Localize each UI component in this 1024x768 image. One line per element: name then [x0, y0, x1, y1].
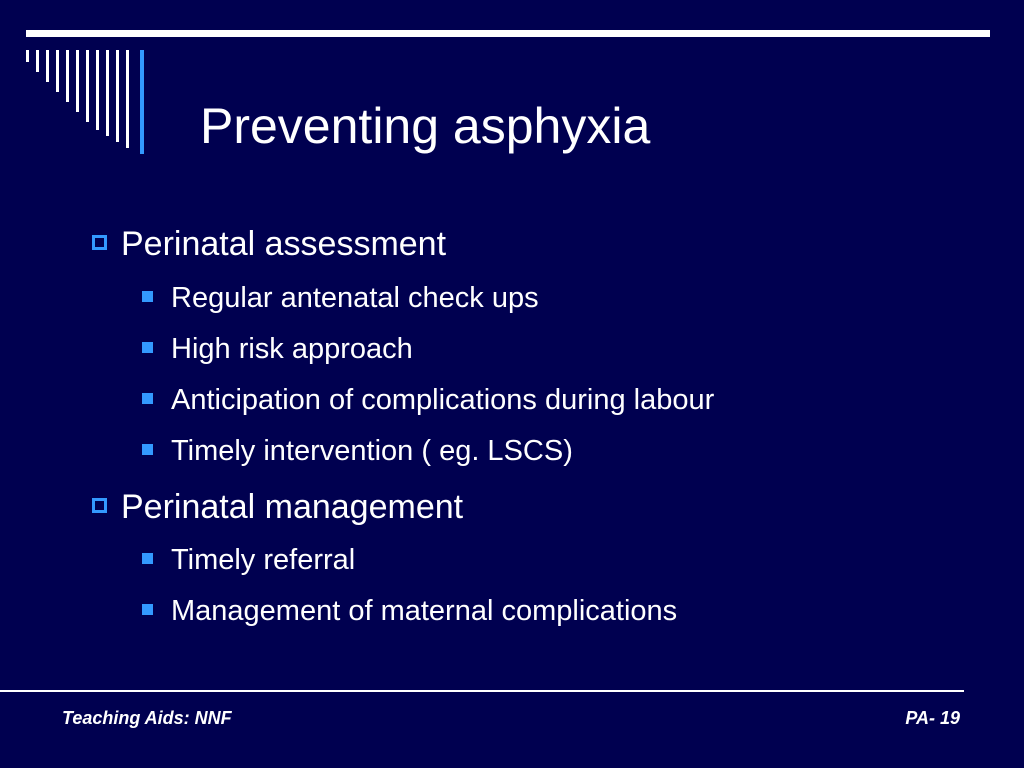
- list-item: [142, 434, 573, 468]
- section-heading-label: Perinatal management: [121, 488, 464, 526]
- list-item: [142, 383, 714, 417]
- footer-source: Teaching Aids: NNF: [62, 708, 232, 728]
- list-item-label: Timely intervention ( eg. LSCS): [171, 435, 573, 467]
- filled-square-bullet-icon: [142, 604, 153, 615]
- hollow-square-bullet-icon: [92, 235, 107, 250]
- list-item-label: Anticipation of complications during labour: [171, 384, 715, 416]
- filled-square-bullet-icon: [142, 342, 153, 353]
- filled-square-bullet-icon: [142, 553, 153, 564]
- filled-square-bullet-icon: [142, 393, 153, 404]
- section-heading: [92, 487, 463, 527]
- list-item-label: Timely referral: [171, 544, 356, 576]
- section-heading: [92, 224, 446, 264]
- list-item-label: Regular antenatal check ups: [171, 282, 539, 314]
- section-heading-label: Perinatal assessment: [121, 225, 447, 263]
- list-item: [142, 594, 677, 628]
- hollow-square-bullet-icon: [92, 498, 107, 513]
- footer-rule: [0, 690, 964, 692]
- list-item: [142, 332, 413, 366]
- list-item: [142, 543, 355, 577]
- list-item-label: High risk approach: [171, 333, 413, 365]
- decorative-stripes: [26, 50, 156, 160]
- filled-square-bullet-icon: [142, 444, 153, 455]
- list-item: [142, 281, 539, 315]
- list-item-label: Management of maternal complications: [171, 595, 678, 627]
- slide-title: Preventing asphyxia: [200, 98, 651, 154]
- top-rule: [26, 30, 990, 37]
- slide-number: PA- 19: [905, 708, 960, 728]
- filled-square-bullet-icon: [142, 291, 153, 302]
